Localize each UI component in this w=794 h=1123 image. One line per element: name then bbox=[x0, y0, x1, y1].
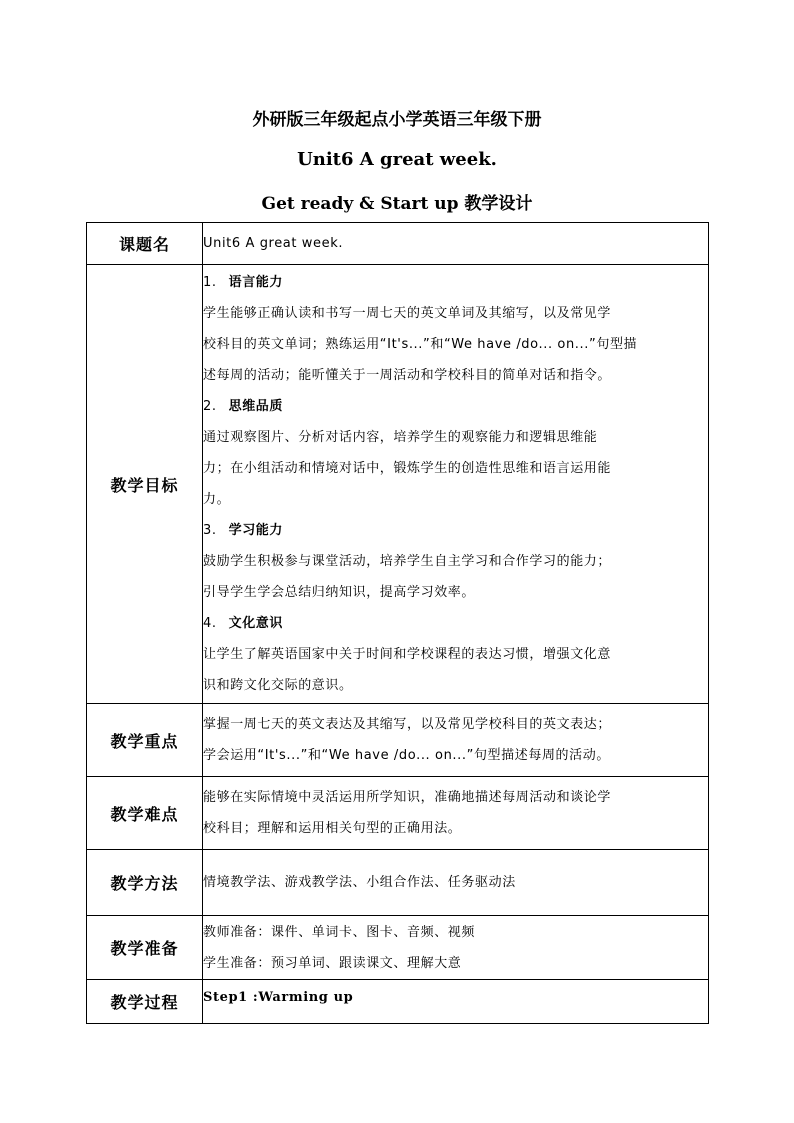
objective-line: 力；在小组活动和情境对话中，锻炼学生的创造性思维和语言运用能 bbox=[203, 461, 612, 476]
objective-title: 语言能力 bbox=[228, 275, 284, 290]
preparation-label: 教学准备 bbox=[87, 916, 203, 980]
objective-heading bbox=[203, 608, 708, 639]
lesson-subtitle: Get ready & Start up 教学设计 bbox=[261, 194, 533, 214]
preparation-row bbox=[87, 916, 709, 980]
objective-heading bbox=[203, 515, 708, 546]
methods-row bbox=[87, 850, 709, 916]
process-label: 教学过程 bbox=[87, 980, 203, 1024]
document-title: 外研版三年级起点小学英语三年级下册 bbox=[252, 110, 542, 130]
objective-title: 文化意识 bbox=[228, 616, 284, 631]
process-row bbox=[87, 980, 709, 1024]
objective-line: 识和跨文化交际的意识。 bbox=[203, 678, 353, 693]
objectives-content bbox=[203, 265, 709, 704]
difficulties-row bbox=[87, 777, 709, 850]
key-point-line: 学会运用“It's...”和“We have /do... on...”句型描述每周的活动。 bbox=[203, 748, 610, 763]
objective-number: 4. bbox=[203, 616, 217, 631]
objectives-label: 教学目标 bbox=[87, 265, 203, 704]
process-content bbox=[203, 980, 709, 1024]
topic-row bbox=[87, 223, 709, 265]
methods-content bbox=[203, 850, 709, 916]
objective-line: 校科目的英文单词；熟练运用“It's...”和“We have /do... on...”句型描 bbox=[203, 337, 638, 352]
process-step: Step1 :Warming up bbox=[203, 990, 354, 1005]
objective-line: 引导学生学会总结归纳知识，提高学习效率。 bbox=[203, 585, 476, 600]
methods-label: 教学方法 bbox=[87, 850, 203, 916]
key-point-line: 掌握一周七天的英文表达及其缩写，以及常见学校科目的英文表达； bbox=[203, 717, 612, 732]
difficulty-line: 能够在实际情境中灵活运用所学知识，准确地描述每周活动和谈论学 bbox=[203, 790, 612, 805]
objective-title: 学习能力 bbox=[228, 523, 284, 538]
objective-line: 力。 bbox=[203, 492, 231, 507]
key-points-row bbox=[87, 704, 709, 777]
objectives-row bbox=[87, 265, 709, 704]
difficulties-label: 教学难点 bbox=[87, 777, 203, 850]
topic-label: 课题名 bbox=[87, 223, 203, 265]
unit-title: Unit6 A great week. bbox=[297, 149, 497, 170]
objective-number: 3. bbox=[203, 523, 217, 538]
objective-number: 1. bbox=[203, 275, 217, 290]
objective-line: 让学生了解英语国家中关于时间和学校课程的表达习惯，增强文化意 bbox=[203, 647, 612, 662]
preparation-line: 学生准备：预习单词、跟读课文、理解大意 bbox=[203, 955, 462, 971]
difficulties-content bbox=[203, 777, 709, 850]
objective-line: 鼓励学生积极参与课堂活动，培养学生自主学习和合作学习的能力； bbox=[203, 554, 612, 569]
key-points-label: 教学重点 bbox=[87, 704, 203, 777]
preparation-content bbox=[203, 916, 709, 980]
lesson-plan-table bbox=[86, 222, 709, 1024]
objective-line: 通过观察图片、分析对话内容，培养学生的观察能力和逻辑思维能 bbox=[203, 430, 598, 445]
objective-line: 述每周的活动；能听懂关于一周活动和学校科目的简单对话和指令。 bbox=[203, 368, 612, 383]
difficulty-line: 校科目；理解和运用相关句型的正确用法。 bbox=[203, 821, 462, 836]
objective-heading bbox=[203, 391, 708, 422]
objective-title: 思维品质 bbox=[228, 399, 284, 414]
key-points-content bbox=[203, 704, 709, 777]
method-line: 情境教学法、游戏教学法、小组合作法、任务驱动法 bbox=[203, 875, 516, 890]
preparation-line: 教师准备：课件、单词卡、图卡、音频、视频 bbox=[203, 924, 476, 940]
objective-line: 学生能够正确认读和书写一周七天的英文单词及其缩写，以及常见学 bbox=[203, 306, 612, 321]
objective-heading bbox=[203, 267, 708, 298]
objective-number: 2. bbox=[203, 399, 217, 414]
topic-value: Unit6 A great week. bbox=[203, 223, 709, 265]
